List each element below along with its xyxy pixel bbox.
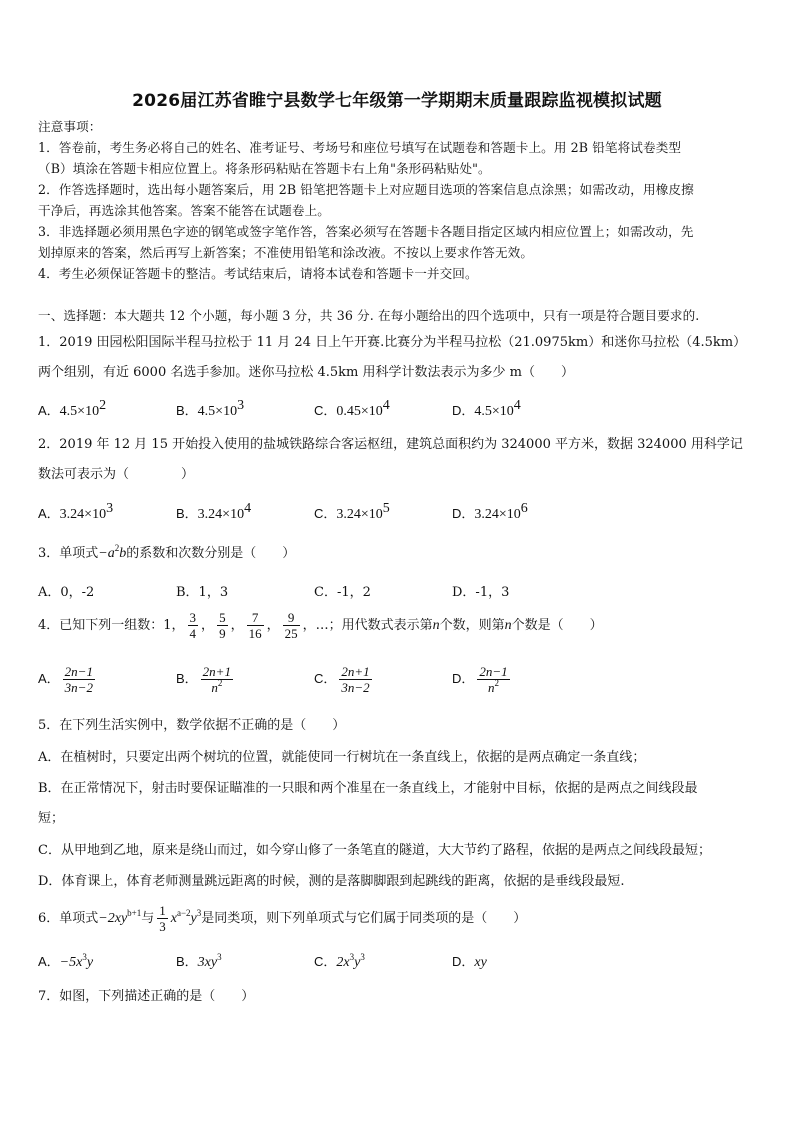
q6-stem: 6．单项式$-2xy^{b+1}$与 $\frac{1}{3}$ $x^{a-2}y^3$是同类项，则下列单项式与它们属于同类项的是（ ） [38,903,527,934]
notice-line-5: 3．非选择题必须用黑色字迹的钢笔或签字笔作答，答案必须写在答题卡各题目指定区域内相应位置上；如需改动，先 [38,224,694,239]
exam-title: 2026届江苏省睢宁县数学七年级第一学期期末质量跟踪监视模拟试题 [132,91,662,111]
q5-option-b-line-1[interactable]: B．在正常情况下，射击时要保证瞄准的一只眼和两个准星在一条直线上，才能射中目标，依据的是两点之间线段最 [38,781,698,796]
q3-options [38,581,758,603]
q3-option-d[interactable]: D．-1，3 [452,585,510,600]
q7-stem: 7．如图，下列描述正确的是（ ） [38,989,255,1004]
q4-fraction-1: $\frac{3}{4}$ [189,610,197,641]
q4-fraction-3: $\frac{7}{16}$ [248,610,262,641]
q5-stem: 5．在下列生活实例中，数学依据不正确的是（ ） [38,718,346,733]
notice-line-7: 4．考生必须保证答题卡的整洁。考试结束后，请将本试卷和答题卡一并交回。 [38,266,478,281]
q2-option-d[interactable]: D．$3.24\times 10^6$ [452,501,528,522]
q3-option-a[interactable]: A．0，-2 [38,585,95,600]
q6-option-c[interactable]: C．$2x^3y^3$ [314,952,365,970]
notice-heading: 注意事项： [38,119,102,134]
q2-stem-line-1: 2．2019 年 12 月 15 开始投入使用的盐城铁路综合客运枢纽，建筑总面积约为 324000 平方米，数据 324000 用科学记 [38,437,743,452]
q4-option-b[interactable]: B． $\frac{2n+1}{n^2}$ [176,664,231,695]
q5-option-c[interactable]: C．从甲地到乙地，原来是绕山而过，如今穿山修了一条笔直的隧道，大大节约了路程，依据的是两点之间线段最短； [38,843,711,858]
notice-line-2: （B）填涂在答题卡相应位置上。将条形码粘贴在答题卡右上角"条形码粘贴处"。 [38,161,491,176]
q1-stem-line-1: 1．2019 田园松阳国际半程马拉松于 11 月 24 日上午开赛.比赛分为半程马拉松（21.0975km）和迷你马拉松（4.5km） [38,335,747,350]
q2-options [38,503,758,525]
section-heading: 一、选择题：本大题共 12 个小题，每小题 3 分，共 36 分. 在每小题给出的四个选项中，只有一项是符合题目要求的. [38,308,700,323]
q5-option-d[interactable]: D．体育课上，体育老师测量跳远距离的时候，测的是落脚脚跟到起跳线的距离，依据的是垂线段最短. [38,874,625,889]
q1-option-c[interactable]: C．$0.45\times 10^4$ [314,398,390,419]
q4-option-a[interactable]: A． $\frac{2n-1}{3n-2}$ [38,664,93,695]
q6-fraction: $\frac{1}{3}$ [159,903,166,934]
notice-line-3: 2．作答选择题时，选出每小题答案后，用 2B 铅笔把答题卡上对应题目选项的答案信息点涂黑；如需改动，用橡皮擦 [38,182,694,197]
q4-options [38,659,758,699]
q1-option-d[interactable]: D．$4.5\times 10^4$ [452,398,521,419]
q3-stem: 3．单项式$-a^2b$的系数和次数分别是（ ） [38,543,296,561]
q2-option-a[interactable]: A．$3.24\times 10^3$ [38,501,114,522]
q1-option-a[interactable]: A．$4.5\times 10^2$ [38,398,107,419]
q6-option-a[interactable]: A．$-5x^3y$ [38,952,94,970]
notice-line-6: 划掉原来的答案，然后再写上新答案；不准使用铅笔和涂改液。不按以上要求作答无效。 [38,245,534,260]
q4-stem: 4．已知下列一组数：1， $\frac{3}{4}$ ， $\frac{5}{9}$ ， $\frac{7}{16}$ ， $\frac{9}{25}$ ，…；用代数式表示第n个数，则第n个数是（ ） [38,610,603,641]
q6-option-b[interactable]: B．$3xy^3$ [176,952,222,970]
notice-line-1: 1．答卷前，考生务必将自己的姓名、准考证号、考场号和座位号填写在试题卷和答题卡上。用 2B 铅笔将试卷类型 [38,140,682,155]
q2-option-b[interactable]: B．$3.24\times 10^4$ [176,501,252,522]
q4-option-d[interactable]: D． $\frac{2n-1}{n^2}$ [452,664,508,695]
q5-option-b-line-2[interactable]: 短； [38,811,65,826]
q4-fraction-4: $\frac{9}{25}$ [284,610,298,641]
q4-option-c[interactable]: C． $\frac{2n+1}{3n-2}$ [314,664,370,695]
q3-option-c[interactable]: C．-1，2 [314,585,371,600]
q1-option-b[interactable]: B．$4.5\times 10^3$ [176,398,245,419]
q1-stem-line-2: 两个组别，有近 6000 名选手参加。迷你马拉松 4.5km 用科学计数法表示为多少 m（ ） [38,365,574,380]
q4-fraction-2: $\frac{5}{9}$ [219,610,226,641]
q6-option-d[interactable]: D．xy [452,954,487,970]
q2-stem-line-2: 数法可表示为（ ） [38,467,195,482]
notice-line-4: 干净后，再选涂其他答案。答案不能答在试题卷上。 [38,203,330,218]
q3-option-b[interactable]: B．1，3 [176,585,229,600]
q5-option-a[interactable]: A．在植树时，只要定出两个树坑的位置，就能使同一行树坑在一条直线上，依据的是两点确定一条直线； [38,750,646,765]
q1-options [38,400,758,422]
q6-options [38,951,758,973]
q2-option-c[interactable]: C．$3.24\times 10^5$ [314,501,390,522]
